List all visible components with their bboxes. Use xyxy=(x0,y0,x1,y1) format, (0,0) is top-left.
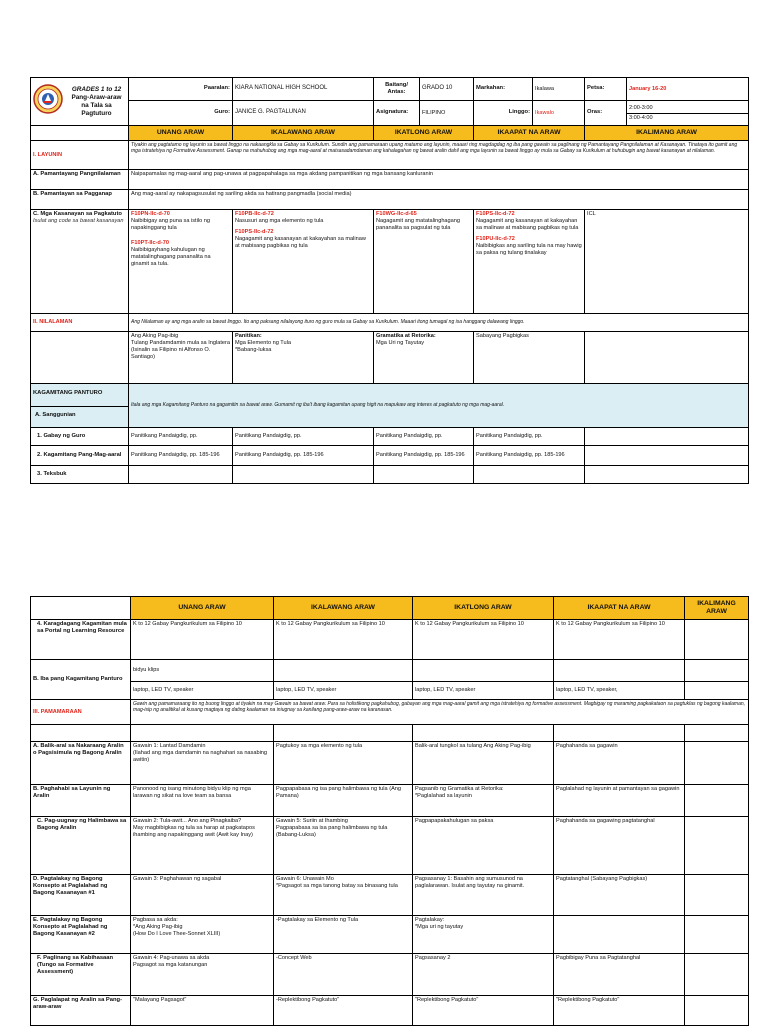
petsa-value: January 16-20 xyxy=(627,78,749,101)
paglinang-label: F. Paglinang sa Kabihasaan (Tungo sa Formative Assessment) xyxy=(31,954,131,996)
oras-slot-1: 2:00-3:00 xyxy=(627,104,748,114)
paglalapat-label: G. Paglalapat ng Aralin sa Pang-araw-araw xyxy=(31,996,131,1026)
karagdagang-day5 xyxy=(685,620,749,660)
spacer-cell xyxy=(554,725,685,742)
gabay-day4: Panitikang Pandaigdig, pp. xyxy=(474,428,585,446)
paghahabi-day2: Pagpapabasa ng isa pang halimbawa ng tula (Ang Pamana) xyxy=(274,785,413,817)
paghahabi-day4: Paglalahad ng layunin at pamantayan sa gagawin xyxy=(554,785,685,817)
competency-text: Naibibigayhang kahulugan ng matatalinghagang pananalita na ginamit sa tula. xyxy=(131,246,211,267)
empty-cell xyxy=(685,660,749,682)
oras-slot-2: 3:00-4:00 xyxy=(629,114,653,121)
pamamaraan-label: III. PAMAMARAAN xyxy=(31,700,131,725)
kagamitan-intro: Itala ang mga Kagamitang Panturo na gagamitin sa bawat araw. Gumamit ng iba't ibang kagamitan upang higit na mapukaw ang interes at pagkatuto ng mga mag-aaral. xyxy=(129,384,749,428)
empty-cell xyxy=(413,660,554,682)
empty-cell xyxy=(274,660,413,682)
layunin-intro: Tiyakin ang pagtatamo ng layunin sa bawat linggo na nakaangkla sa Gabay sa Kurikulum. Sundin ang pamamaraan upang matamo ang layunin, maaari ring magdagdag ng iba pang gawain sa paglinang ng Pamantayang Pangnilalaman at Kasanayan. Tinataya ito gamit ang mga istratehiya ng Formative Assessment. Ganap na mahuhubog ang mga mag-aaral at maisasadamdaman ang kahalagahan ng bawat aralin dahil ang mga layunin sa bawat linggo ay mula sa Gabay sa Kurikulum at huhubugin ang bawat kasanayan at nilalaman. xyxy=(129,141,749,170)
kasanayan-day1 xyxy=(129,210,233,314)
paaralan-value: KIARA NATIONAL HIGH SCHOOL xyxy=(233,78,374,101)
pagtalakay-2-day5 xyxy=(685,916,749,954)
paglinang-day5 xyxy=(685,954,749,996)
balik-aral-day5 xyxy=(685,742,749,785)
kagamitan-day3: laptop, LED TV, speaker xyxy=(413,682,554,700)
teksbuk-label: 3. Teksbuk xyxy=(31,466,129,484)
karagdagang-day2: K to 12 Gabay Pangkurikulum sa Filipino 10 xyxy=(274,620,413,660)
nilalaman-day5 xyxy=(585,332,749,384)
paghahabi-day3: Pagsanib ng Gramatika at Retorika: *Paglalahad sa layunin xyxy=(413,785,554,817)
spacer-cell xyxy=(685,725,749,742)
kasanayan-label: C. Mga Kasanayan sa Pagkatuto xyxy=(33,211,122,217)
corner-cell xyxy=(31,126,129,141)
corner-cell xyxy=(31,597,131,620)
balik-aral-label: A. Balik-aral sa Nakaraang Aralin o Pagsisimula ng Bagong Aralin xyxy=(31,742,131,785)
day-header-4: IKAAPAT NA ARAW xyxy=(554,597,685,620)
kagamitan-label-cell xyxy=(31,384,129,428)
pagtalakay-1-label: D. Pagtalakay ng Bagong Konsepto at Paglalahad ng Bagong Kasanayan #1 xyxy=(31,875,131,916)
competency-code: F10PN-IIc-d-70 xyxy=(131,211,170,217)
iba-pang-kagamitan-label: B. Iba pang Kagamitang Panturo xyxy=(31,660,131,700)
day-header-3: IKATLONG ARAW xyxy=(413,597,554,620)
paglalapat-day4: "Replektibong Pagkatuto" xyxy=(554,996,685,1026)
balik-aral-day3: Balik-aral tungkol sa tulang Ang Aking Pag-ibig xyxy=(413,742,554,785)
kasanayan-day3 xyxy=(374,210,474,314)
bidyu-klips: bidyu klips xyxy=(131,660,274,682)
linggo-value: Ikawalo xyxy=(533,101,585,126)
pamantayang-pangnilalaman-label: A. Pamantayang Pangnilalaman xyxy=(31,170,129,190)
day-header-2: IKALAWANG ARAW xyxy=(274,597,413,620)
day-header-3: IKATLONG ARAW xyxy=(374,126,474,141)
pagtalakay-2-day2: -Pagtalakay sa Elemento ng Tula xyxy=(274,916,413,954)
nilalaman-day2-title: Panitikan: xyxy=(235,333,262,339)
nilalaman-label: II. NILALAMAN xyxy=(31,314,129,332)
karagdagang-day1: K to 12 Gabay Pangkurikulum sa Filipino 10 xyxy=(131,620,274,660)
day-header-5: IKALIMANG ARAW xyxy=(685,597,749,620)
day-header-2: IKALAWANG ARAW xyxy=(233,126,374,141)
paglinang-day4: Pagbibigay Puna sa Pagtatanghal xyxy=(554,954,685,996)
paglalapat-day3: "Replektibong Pagkatuto" xyxy=(413,996,554,1026)
pamamaraan-intro: Gawin ang pamamaraang ito ng buong linggo at tiyakin na may Gawain sa bawat araw. Para sa holistikong pagkahubog, gabayan ang mga mag-aaral gamit ang mga istratehiya ng formative assessment. Magbigay ng maraming pagkakataon sa pagtuklas ng bagong kaalaman, mag-isip ng analitikal at kusang magtaya ng dating kaalaman na iniugnay sa kanilang pang-araw-araw na karanasan. xyxy=(131,700,749,725)
paglinang-day3: Pagsasanay 2 xyxy=(413,954,554,996)
dll-table-page1 xyxy=(30,77,749,484)
nilalaman-day2 xyxy=(233,332,374,384)
linggo-label: Linggo: xyxy=(474,101,533,126)
pagtalakay-1-day3: Pagsasanay 1: Basahin ang sumusunod na paglalarawan. Isulat ang tayutay na ginamit. xyxy=(413,875,554,916)
paghahabi-day1: Panonood ng isang minutong bidyu klip ng mga larawan ng sikat na love team sa bansa xyxy=(131,785,274,817)
competency-text: Nagagamit ang matatalinghagang pananalita sa pagsulat ng tula xyxy=(376,217,460,231)
kasanayan-label-cell xyxy=(31,210,129,314)
karagdagang-day3: K to 12 Gabay Pangkurikulum sa Filipino 10 xyxy=(413,620,554,660)
competency-text: Nasusuri ang mga elemento ng tula xyxy=(235,217,324,224)
pagtalakay-2-day4 xyxy=(554,916,685,954)
kagamitan-day2: laptop, LED TV, speaker xyxy=(274,682,413,700)
kasanayan-day5: ICL xyxy=(585,210,749,314)
asignatura-value: FILIPINO xyxy=(420,101,474,126)
paglalapat-day2: -Replektibong Pagkatuto" xyxy=(274,996,413,1026)
competency-code: F10WG-IIc-d-65 xyxy=(376,211,417,217)
pag-uugnay-day1: Gawain 2: Tula-awit... Ano ang Pinagkaiba? May magbibigkas ng tula sa harap at pagkatapos ihambing ang napakinggang awit (Awit kay Inay) xyxy=(131,817,274,875)
teksbuk-day4 xyxy=(474,466,585,484)
nilalaman-day2-text: Mga Elemento ng Tula *Babang-luksa xyxy=(235,339,291,353)
kagamitang-pang-mag-aaral-label: 2. Kagamitang Pang-Mag-aaral xyxy=(31,446,129,466)
guro-label: Guro: xyxy=(129,101,233,126)
spacer-cell xyxy=(131,725,274,742)
oras-label: Oras: xyxy=(585,101,627,126)
kagamitan-day5 xyxy=(685,682,749,700)
competency-text: Naibibigay ang puna sa istilo ng napakinggang tula xyxy=(131,217,210,231)
karagdagang-kagamitan-label: 4. Karagdagang Kagamitan mula sa Portal ng Learning Resource xyxy=(31,620,131,660)
kagamitan-label: KAGAMITANG PANTURO xyxy=(31,384,128,407)
balik-aral-day2: Pagtukoy sa mga elemento ng tula xyxy=(274,742,413,785)
spacer-cell xyxy=(274,725,413,742)
teksbuk-day3 xyxy=(374,466,474,484)
dll-table-page2 xyxy=(30,596,749,1026)
karagdagang-day4: K to 12 Gabay Pangkurikulum sa Filipino 10 xyxy=(554,620,685,660)
pag-uugnay-day4: Paghahanda sa gagawing pagtatanghal xyxy=(554,817,685,875)
day-header-5: IKALIMANG ARAW xyxy=(585,126,749,141)
pag-uugnay-day3: Pagpapapakahulugan sa paksa xyxy=(413,817,554,875)
kagamitan-day1: laptop, LED TV, speaker xyxy=(131,682,274,700)
paglinang-day1: Gawain 4: Pag-unawa sa akda Pagsagot sa mga katanungan xyxy=(131,954,274,996)
competency-code: F10PS-IIc-d-72 xyxy=(476,211,515,217)
header-title-cell xyxy=(31,78,129,126)
paglalapat-day5 xyxy=(685,996,749,1026)
balik-aral-day1: Gawain 1: Lantad Damdamin (Ilahad ang mga damdamin na naghahari sa nasabing awitin) xyxy=(131,742,274,785)
balik-aral-day4: Paghahanda sa gagawin xyxy=(554,742,685,785)
guro-value: JANICE G. PAGTALUNAN xyxy=(233,101,374,126)
teksbuk-day5 xyxy=(585,466,749,484)
nilalaman-intro: Ang Nilalaman ay ang mga aralin sa bawat linggo. Ito ang paksang nilalayong ituro ng guro mula sa Gabay sa Kurikulum. Maaari itong tumagal ng isa hanggang dalawang linggo. xyxy=(129,314,749,332)
mag-aaral-day1: Panitikang Pandaigdig, pp. 185-196 xyxy=(129,446,233,466)
teksbuk-day1 xyxy=(129,466,233,484)
competency-code: F10PB-IIc-d-72 xyxy=(235,211,274,217)
pag-uugnay-day2: Gawain 5: Suriin at Ihambing Pagpapabasa sa isa pang halimbawa ng tula (Babang-Luksa) xyxy=(274,817,413,875)
day-header-1: UNANG ARAW xyxy=(131,597,274,620)
pamantayang-pangnilalaman-text: Naipapamalas ng mag-aaral ang pag-unawa at pagpapahalaga sa mga akdang pampanitikan ng mga bansang kanluranin xyxy=(129,170,749,190)
kagamitan-day4: laptop, LED TV, speaker, xyxy=(554,682,685,700)
nilalaman-spacer xyxy=(31,332,129,384)
gabay-day2: Panitikang Pandaigdig, pp. xyxy=(233,428,374,446)
petsa-label: Petsa: xyxy=(585,78,627,101)
empty-cell xyxy=(554,660,685,682)
grades-label: GRADES 1 to 12 xyxy=(71,85,122,93)
spacer-cell xyxy=(31,725,131,742)
pagtalakay-1-day4: Pagtatanghal (Sabayang Pagbigkas) xyxy=(554,875,685,916)
nilalaman-day3-title: Gramatika at Retorika: xyxy=(376,333,436,339)
pag-uugnay-day5 xyxy=(685,817,749,875)
paglalapat-day1: "Malayang Pagsagot" xyxy=(131,996,274,1026)
pagtalakay-2-day1: Pagbasa sa akda: *Ang Aking Pag-ibig (How Do I Love Thee-Sonnet XLIII) xyxy=(131,916,274,954)
pagtalakay-2-label: E. Pagtalakay ng Bagong Konsepto at Paglalahad ng Bagong Kasanayan #2 xyxy=(31,916,131,954)
pamantayan-sa-pagganap-text: Ang mag-aaral ay nakapagsusulat ng sariling akda sa hatirang pangmadla (social media) xyxy=(129,190,749,210)
kasanayan-sublabel: Isulat ang code sa bawat kasanayan xyxy=(33,218,124,225)
pagtalakay-2-day3: Pagtalakay: *Mga uri ng tayutay xyxy=(413,916,554,954)
pagtalakay-1-day5 xyxy=(685,875,749,916)
markahan-value: Ikalawa xyxy=(533,78,585,101)
kasanayan-day2 xyxy=(233,210,374,314)
nilalaman-day1: Ang Aking Pag-ibig Tulang Pandamdamin mula sa Inglatera (Isinalin sa Filipino ni Alfonso O. Santiago) xyxy=(129,332,233,384)
asignatura-label: Asignatura: xyxy=(374,101,420,126)
paghahabi-label: B. Paghahabi sa Layunin ng Aralin xyxy=(31,785,131,817)
competency-text: Nagagamit ang kasanayan at kakayahan sa malinaw at mabisang pagbikas ng tula xyxy=(235,235,366,249)
pagtalakay-1-day2: Gawain 6: Unawain Mo *Pagsagot sa mga tanong batay sa binasang tula xyxy=(274,875,413,916)
day-header-4: IKAAPAT NA ARAW xyxy=(474,126,585,141)
pagtalakay-1-day1: Gawain 3: Paghahawan ng sagabal xyxy=(131,875,274,916)
competency-code: F10PU-IIc-d-72 xyxy=(476,235,515,242)
spacer-cell xyxy=(413,725,554,742)
paglinang-day2: -Concept Web xyxy=(274,954,413,996)
competency-text: Naibibigkas ang sariling tula na may hawig sa paksa ng tulang tinalakay xyxy=(476,242,582,256)
paaralan-label: Paaralan: xyxy=(129,78,233,101)
kasanayan-day4 xyxy=(474,210,585,314)
nilalaman-day3-text: Mga Uri ng Tayutay xyxy=(376,339,425,346)
gabay-day3: Panitikang Pandaigdig, pp. xyxy=(374,428,474,446)
layunin-label: I. LAYUNIN xyxy=(31,141,129,170)
paghahabi-day5 xyxy=(685,785,749,817)
baitang-value: GRADO 10 xyxy=(420,78,474,101)
day-header-1: UNANG ARAW xyxy=(129,126,233,141)
nilalaman-day4: Sabayang Pagbigkas xyxy=(474,332,585,384)
baitang-label: Baitang/ Antas: xyxy=(374,78,420,101)
mag-aaral-day3: Panitikang Pandaigdig, pp. 185-196 xyxy=(374,446,474,466)
markahan-label: Markahan: xyxy=(474,78,533,101)
document-title: Pang-Araw-araw na Tala sa Pagtuturo xyxy=(71,93,122,117)
pamantayan-sa-pagganap-label: B. Pamantayan sa Pagganap xyxy=(31,190,129,210)
gabay-ng-guro-label: 1. Gabay ng Guro xyxy=(31,428,129,446)
pag-uugnay-label: C. Pag-uugnay ng Halimbawa sa Bagong Aralin xyxy=(31,817,131,875)
competency-code: F10PS-IIc-d-72 xyxy=(235,228,274,235)
competency-code: F10PT-IIc-d-70 xyxy=(131,239,169,246)
gabay-day5 xyxy=(585,428,749,446)
teksbuk-day2 xyxy=(233,466,374,484)
mag-aaral-day4: Panitikang Pandaigdig, pp. 185-196 xyxy=(474,446,585,466)
sanggunian-label: A. Sanggunian xyxy=(35,412,76,419)
competency-text: Nagagamit ang kasanayan at kakayahan sa malinaw at mabisang pagbikas ng tula xyxy=(476,217,579,231)
mag-aaral-day5 xyxy=(585,446,749,466)
mag-aaral-day2: Panitikang Pandaigdig, pp. 185-196 xyxy=(233,446,374,466)
nilalaman-day3 xyxy=(374,332,474,384)
gabay-day1: Panitikang Pandaigdig, pp. xyxy=(129,428,233,446)
oras-value xyxy=(627,101,749,126)
